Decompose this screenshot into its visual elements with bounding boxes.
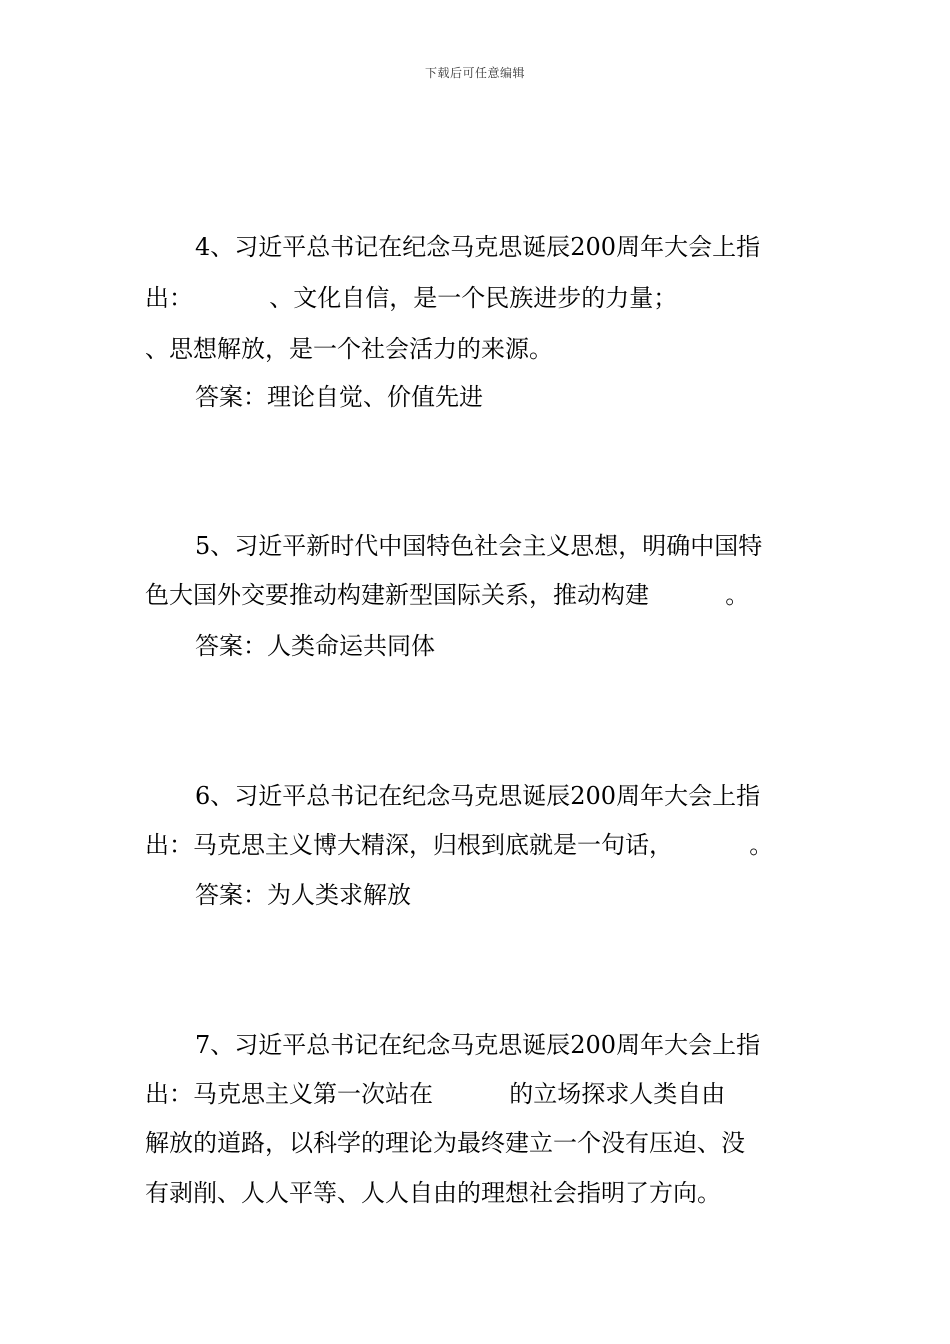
question-6-answer: 答案：为人类求解放 bbox=[195, 881, 411, 909]
question-7-line-2: 出：马克思主义第一次站在 的立场探求人类自由 bbox=[145, 1080, 726, 1108]
question-6-line-2: 出：马克思主义博大精深，归根到底就是一句话， 。 bbox=[145, 831, 774, 859]
question-5-answer: 答案：人类命运共同体 bbox=[195, 632, 435, 660]
question-5-line-1: 5、习近平新时代中国特色社会主义思想，明确中国特 bbox=[195, 532, 763, 560]
question-7-line-4: 有剥削、人人平等、人人自由的理想社会指明了方向。 bbox=[145, 1179, 721, 1207]
question-4-line-2: 出： 、文化自信，是一个民族进步的力量； bbox=[145, 284, 678, 312]
question-4-answer: 答案：理论自觉、价值先进 bbox=[195, 383, 483, 411]
question-7-line-3: 解放的道路，以科学的理论为最终建立一个没有压迫、没 bbox=[145, 1129, 745, 1157]
page-header: 下载后可任意编辑 bbox=[424, 66, 525, 80]
question-6-line-1: 6、习近平总书记在纪念马克思诞辰200周年大会上指 bbox=[195, 782, 761, 810]
question-4-line-1: 4、习近平总书记在纪念马克思诞辰200周年大会上指 bbox=[195, 233, 761, 261]
question-5-line-2: 色大国外交要推动构建新型国际关系，推动构建 。 bbox=[145, 581, 750, 609]
question-4-line-3: 、思想解放，是一个社会活力的来源。 bbox=[145, 335, 553, 363]
question-7-line-1: 7、习近平总书记在纪念马克思诞辰200周年大会上指 bbox=[195, 1031, 761, 1059]
